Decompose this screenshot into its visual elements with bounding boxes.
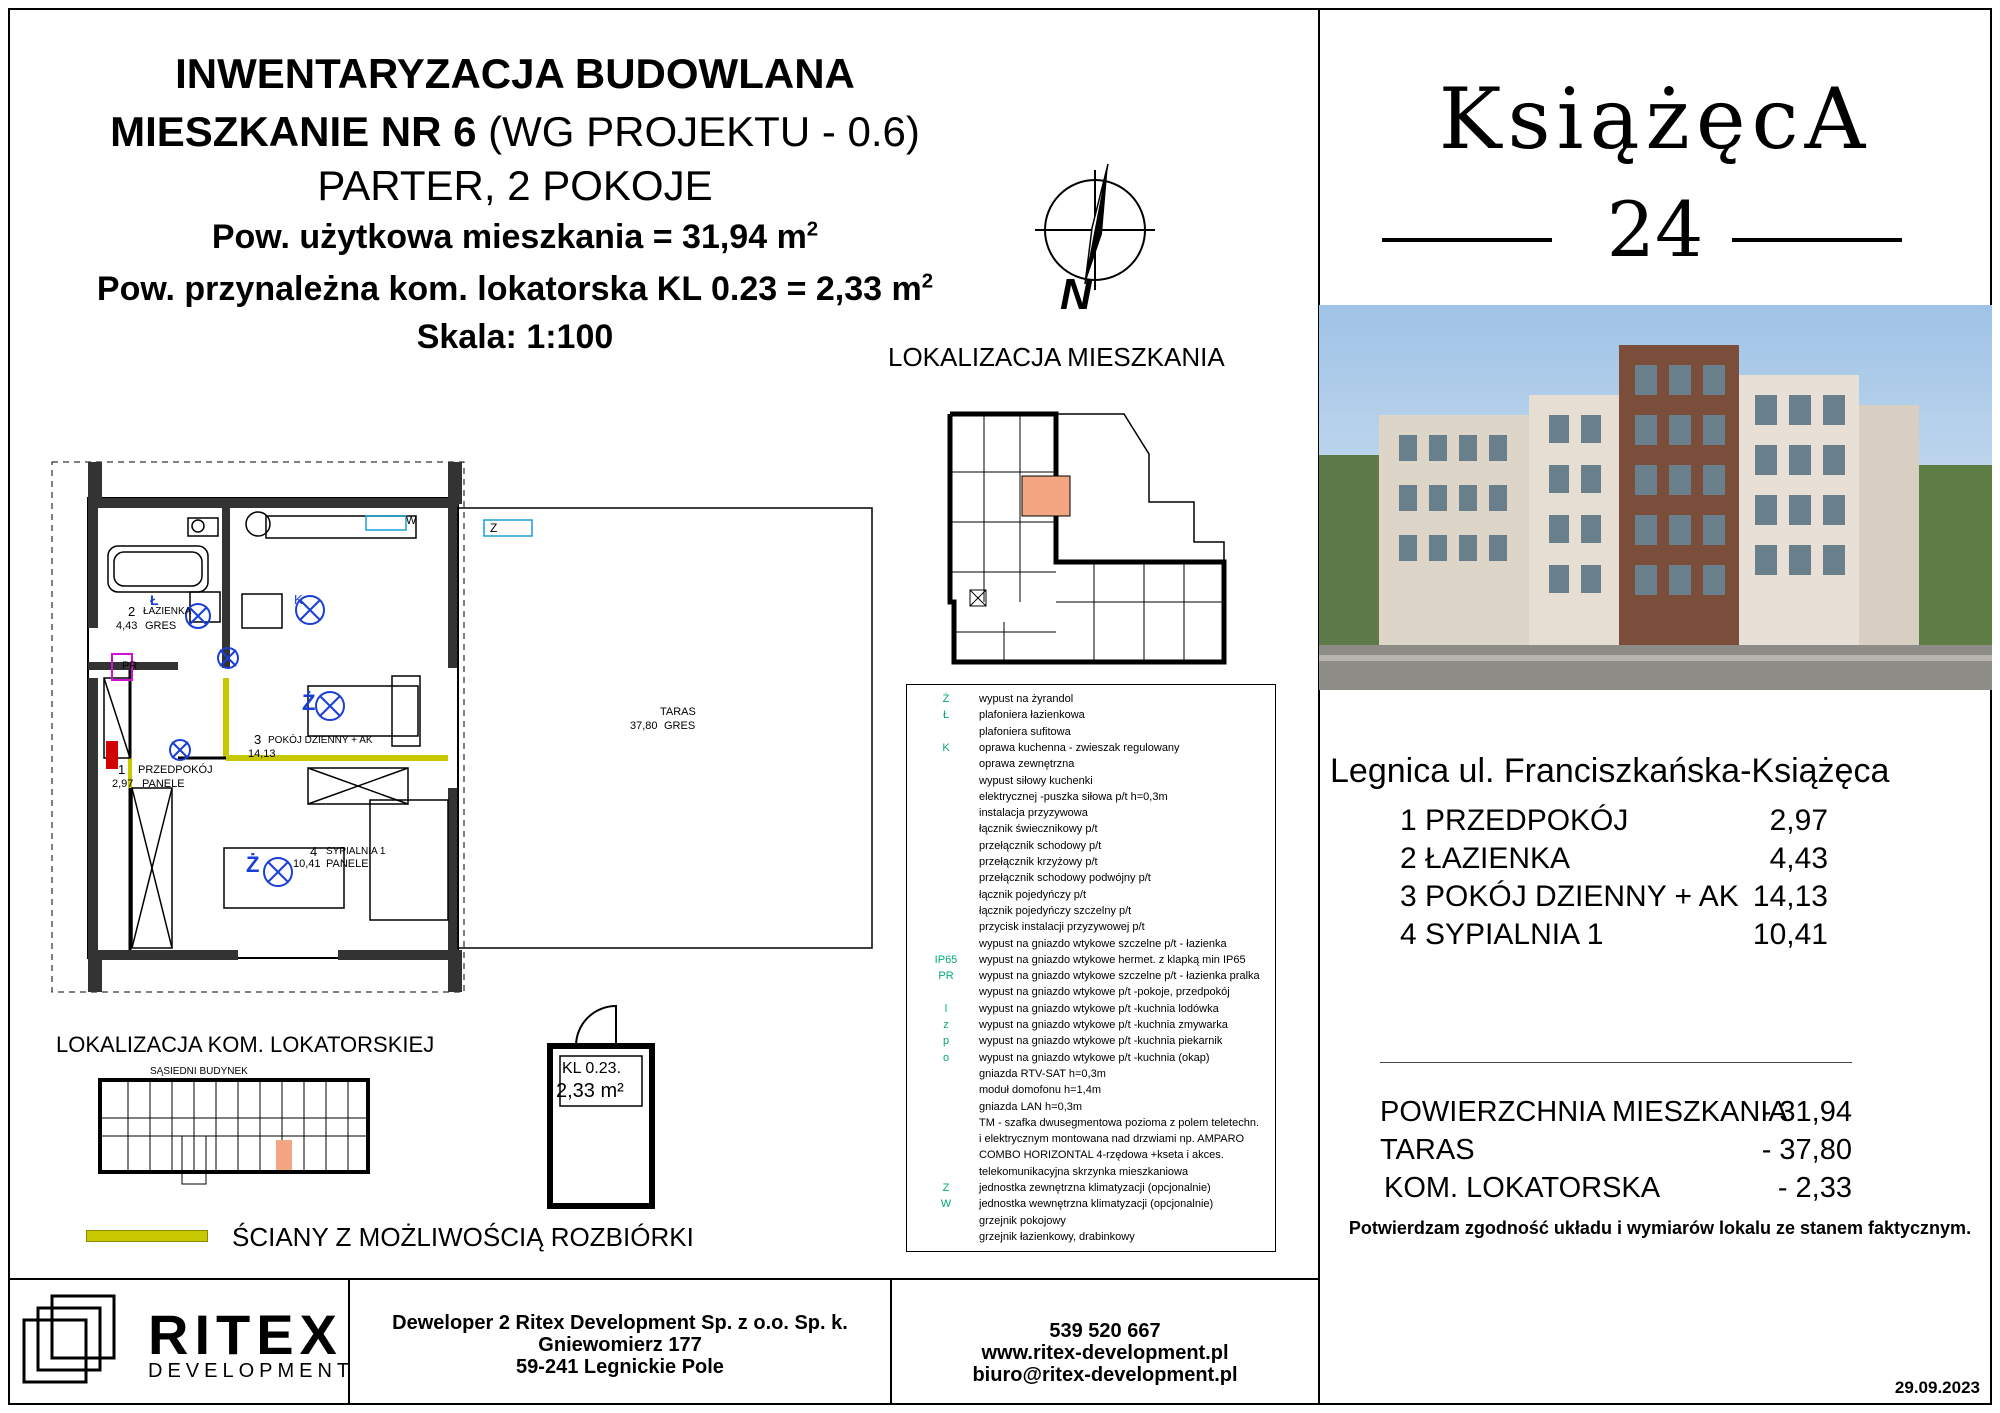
room3-area: 14,13 bbox=[248, 748, 276, 760]
confirm-text: Potwierdzam zgodność układu i wymiarów lokalu ze stanem faktycznym. bbox=[1348, 1218, 1972, 1238]
legend-entry: wypust na gniazdo wtykowe szczelne p/t - łazienka pralka bbox=[979, 970, 1260, 983]
legend-entry: wypust na gniazdo wtykowe p/t -pokoje, przedpokój bbox=[979, 986, 1230, 999]
contact-web: www.ritex-development.pl bbox=[981, 1342, 1229, 1364]
title-apartment bbox=[20, 108, 1010, 156]
legend-entry: gniazda RTV-SAT h=0,3m bbox=[979, 1067, 1106, 1080]
floor-plan bbox=[48, 458, 878, 998]
storage-neighbor: SĄSIEDNI BUDYNEK bbox=[150, 1066, 248, 1077]
legend-entry: i elektrycznym montowana nad drzwiami np. AMPARO bbox=[979, 1133, 1245, 1146]
legend-entry: grzejnik pokojowy bbox=[979, 1214, 1066, 1227]
divider-footer-1 bbox=[348, 1278, 350, 1405]
developer-info bbox=[352, 1312, 888, 1378]
legend-symbol: l bbox=[944, 1002, 948, 1015]
summary-value: - 2,33 bbox=[1777, 1172, 1852, 1204]
legend-entry: gniazda LAN h=0,3m bbox=[979, 1100, 1083, 1113]
room4-num: 4 bbox=[310, 844, 318, 859]
contact-phone: 539 520 667 bbox=[1049, 1320, 1161, 1342]
summary-value: - 37,80 bbox=[1761, 1134, 1852, 1166]
location-title: LOKALIZACJA MIESZKANIA bbox=[888, 342, 1225, 372]
room1-num: 1 bbox=[118, 762, 126, 777]
room2-floor: GRES bbox=[145, 620, 177, 632]
legend-entry: jednostka wewnętrzna klimatyzacji (opcjonalnie) bbox=[979, 1198, 1214, 1211]
legend-symbol: o bbox=[942, 1051, 950, 1064]
ritex-logo-sub: DEVELOPMENT bbox=[148, 1360, 355, 1382]
room2-name: ŁAZIENKA bbox=[143, 606, 192, 617]
brand-title: KsiążęcA bbox=[1438, 70, 1872, 168]
legend-symbol: W bbox=[940, 1198, 952, 1211]
legend-symbol: Ż bbox=[942, 693, 950, 705]
summary-label: KOM. LOKATORSKA bbox=[1384, 1172, 1661, 1204]
terrace-name: TARAS bbox=[660, 706, 696, 718]
summary-divider bbox=[1380, 1062, 1852, 1063]
room-list-label: 4 SYPIALNIA 1 bbox=[1400, 918, 1604, 951]
divider-footer-2 bbox=[890, 1278, 892, 1405]
legend-symbol: K bbox=[942, 741, 950, 754]
legend-entry: przycisk instalacji przyzywowej p/t bbox=[979, 921, 1145, 934]
storage-area bbox=[20, 270, 1010, 309]
brand-dash-right bbox=[1732, 238, 1902, 242]
legend-entry: plafoniera sufitowa bbox=[979, 725, 1071, 738]
legend-entry: COMBO HORIZONTAL 4-rzędowa +kseta i akces. bbox=[979, 1149, 1224, 1162]
scale: Skala: 1:100 bbox=[416, 318, 614, 356]
legend-entry: oprawa zewnętrzna bbox=[979, 758, 1075, 771]
contact-info bbox=[894, 1320, 1316, 1386]
legend-entry: przełącznik schodowy p/t bbox=[979, 839, 1102, 852]
room-list-area: 14,13 bbox=[1752, 880, 1828, 913]
plan-pr-mark: PR bbox=[122, 660, 138, 672]
title-apartment-number: MIESZKANIE NR 6 bbox=[110, 108, 477, 155]
location-map bbox=[944, 392, 1234, 670]
compass-label: N bbox=[1060, 270, 1092, 319]
legend-entry: wypust na gniazdo wtykowe p/t -kuchnia lodówka bbox=[979, 1002, 1219, 1015]
document-date: 29.09.2023 bbox=[1894, 1378, 1980, 1397]
brand-block bbox=[1320, 10, 1990, 305]
plan-w-label: W bbox=[406, 515, 417, 527]
ritex-logo-main: RITEX bbox=[148, 1303, 343, 1366]
room-list-label: 2 ŁAZIENKA bbox=[1400, 842, 1571, 875]
room1-floor: PANELE bbox=[142, 778, 185, 790]
usable-area-text: Pow. użytkowa mieszkania = 31,94 m bbox=[211, 218, 807, 256]
legend-entry: wypust na gniazdo wtykowe p/t -kuchnia zmywarka bbox=[979, 1019, 1228, 1031]
building-photo bbox=[1319, 305, 1992, 690]
room-list-area: 2,97 bbox=[1769, 804, 1828, 837]
storage-area-sup: 2 bbox=[921, 270, 934, 293]
title-floor: PARTER, 2 POKOJE bbox=[317, 162, 713, 209]
legend-entry: łącznik świecznikowy p/t bbox=[979, 823, 1098, 836]
storage-kl-label: KL 0.23. bbox=[562, 1060, 622, 1077]
room2-num: 2 bbox=[128, 604, 136, 619]
legend-entry: grzejnik łazienkowy, drabinkowy bbox=[979, 1230, 1135, 1243]
demolition-swatch bbox=[86, 1230, 208, 1242]
room2-area: 4,43 bbox=[116, 620, 138, 632]
address: Legnica ul. Franciszkańska-Książęca bbox=[1330, 752, 1890, 790]
plan-zh-mark-2: Ż bbox=[246, 852, 260, 877]
storage-title: LOKALIZACJA KOM. LOKATORSKIEJ bbox=[56, 1032, 435, 1057]
usable-area-sup: 2 bbox=[806, 218, 819, 241]
compass-icon bbox=[1030, 158, 1160, 318]
storage-area-text: Pow. przynależna kom. lokatorska KL 0.23 = 2,33 m bbox=[96, 270, 922, 308]
legend-symbol: Z bbox=[942, 1182, 950, 1194]
room-list-label: 1 PRZEDPOKÓJ bbox=[1400, 804, 1629, 837]
developer-line1: Deweloper 2 Ritex Development Sp. z o.o. Sp. k. bbox=[392, 1312, 848, 1334]
legend-entry: oprawa kuchenna - zwieszak regulowany bbox=[979, 741, 1180, 754]
legend-entry: przełącznik krzyżowy p/t bbox=[979, 856, 1098, 868]
legend-entry: wypust na gniazdo wtykowe p/t -kuchnia (okap) bbox=[979, 1051, 1210, 1064]
summary-label: POWIERZCHNIA MIESZKANIA bbox=[1380, 1096, 1788, 1128]
ritex-logo-icon bbox=[20, 1290, 130, 1395]
legend-symbol: p bbox=[942, 1035, 950, 1048]
legend-entry: jednostka zewnętrzna klimatyzacji (opcjonalnie) bbox=[979, 1182, 1211, 1194]
room1-name: PRZEDPOKÓJ bbox=[138, 764, 213, 776]
contact-email: biuro@ritex-development.pl bbox=[972, 1364, 1238, 1386]
divider-footer bbox=[8, 1278, 1320, 1280]
room4-name: SYPIALNIA 1 bbox=[326, 846, 386, 857]
legend-entry: TM - szafka dwusegmentowa pozioma z polem teletechn. bbox=[979, 1116, 1260, 1129]
legend-entry: przełącznik schodowy podwójny p/t bbox=[979, 872, 1151, 885]
electrical-legend bbox=[906, 684, 1276, 1252]
legend-symbol: PR bbox=[938, 970, 954, 983]
room1-area: 2,97 bbox=[112, 778, 134, 790]
terrace-area: 37,80 bbox=[630, 720, 658, 732]
legend-symbol: Ł bbox=[942, 709, 950, 722]
room4-floor: PANELE bbox=[326, 858, 369, 870]
plan-zh-mark: Ż bbox=[302, 690, 316, 715]
terrace-floor: GRES bbox=[664, 720, 696, 732]
legend-entry: wypust na gniazdo wtykowe szczelne p/t - łazienka bbox=[979, 937, 1227, 950]
room-list-label: 3 POKÓJ DZIENNY + AK bbox=[1400, 880, 1739, 913]
room-list-area: 4,43 bbox=[1769, 842, 1828, 875]
demolition-label: ŚCIANY Z MOŻLIWOŚCIĄ ROZBIÓRKI bbox=[232, 1222, 694, 1252]
title-apartment-project: (WG PROJEKTU - 0.6) bbox=[476, 108, 920, 155]
storage-kl-area: 2,33 m² bbox=[556, 1080, 624, 1102]
summary-value: - 31,94 bbox=[1761, 1096, 1852, 1128]
legend-entry: łącznik pojedyńczy szczelny p/t bbox=[979, 904, 1132, 917]
legend-entry: wypust na gniazdo wtykowe hermet. z klapką min IP65 bbox=[979, 953, 1246, 966]
legend-entry: wypust na gniazdo wtykowe p/t -kuchnia piekarnik bbox=[979, 1035, 1223, 1048]
developer-line3: 59-241 Legnickie Pole bbox=[516, 1356, 724, 1378]
legend-entry: wypust siłowy kuchenki bbox=[979, 774, 1093, 787]
legend-entry: moduł domofonu h=1,4m bbox=[979, 1084, 1101, 1097]
title-inventory: INWENTARYZACJA BUDOWLANA bbox=[175, 50, 855, 97]
storage-map bbox=[98, 1078, 370, 1188]
room3-num: 3 bbox=[254, 732, 262, 747]
legend-entry: telekomunikacyjna skrzynka mieszkaniowa bbox=[979, 1165, 1189, 1178]
legend-entry: plafoniera łazienkowa bbox=[979, 709, 1085, 722]
room3-name: POKÓJ DZIENNY + AK bbox=[268, 735, 373, 746]
legend-symbol: z bbox=[943, 1019, 949, 1031]
legend-entry: elektrycznej -puszka siłowa p/t h=0,3m bbox=[979, 790, 1168, 803]
brand-number: 24 bbox=[1606, 185, 1704, 274]
legend-symbol: IP65 bbox=[934, 953, 958, 966]
developer-line2: Gniewomierz 177 bbox=[538, 1334, 702, 1356]
legend-entry: instalacja przyzywowa bbox=[979, 807, 1088, 820]
plan-z-label: Z bbox=[490, 521, 498, 535]
legend-entry: wypust na żyrandol bbox=[979, 693, 1074, 705]
legend-entry: łącznik pojedyńczy p/t bbox=[979, 888, 1086, 901]
summary-label: TARAS bbox=[1380, 1134, 1475, 1166]
plan-l-mark: Ł bbox=[150, 592, 159, 608]
room-list-area: 10,41 bbox=[1752, 918, 1828, 951]
usable-area bbox=[20, 218, 1010, 257]
plan-k-mark: K bbox=[294, 592, 303, 607]
room4-area: 10,41 bbox=[293, 858, 321, 870]
